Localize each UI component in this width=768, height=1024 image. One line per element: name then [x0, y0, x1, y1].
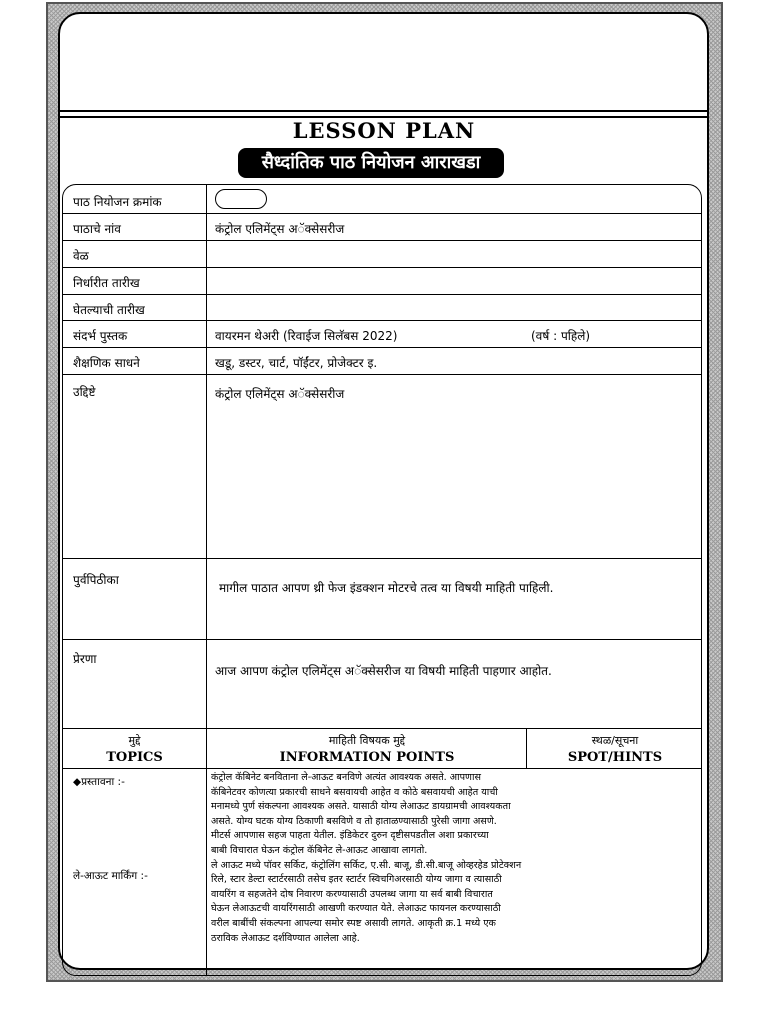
field-label: शैक्षणिक साधने: [73, 356, 140, 370]
field-row-taken-date: [63, 295, 701, 321]
topic-introduction: ◆प्रस्तावना :-: [73, 776, 125, 788]
field-value: कंट्रोल एलिमेंट्स अॅक्सेसरीज: [215, 387, 345, 401]
field-row-motivation: [63, 640, 701, 729]
field-extra: (वर्ष : पहिले): [531, 329, 591, 343]
information-text: कंट्रोल कॅबिनेट बनविताना ले-आऊट बनविणे अत्यंत आवश्यक असते. आपणास कॅबिनेटवर कोणत्या प्रकारची साधने बसवायची आहेत व कोठे बसवायची आहेत याची मनामध्ये पुर्ण संकल्पना आवश्यक असते. यासाठी योग्य लेआऊट डायग्रामची आवश्यकता असते. योग्य घटक योग्य ठिकाणी बसविणे व तो हाताळण्यासाठी पुरेसी जागा असणे. मीटर्स आपणास सहज पाहता येतील. इंडिकेटर दुरुन दृष्टीसपडतील अशा प्रकारच्या बाबी विचारात घेऊन कंट्रोल कॅबिनेट ले-आऊट आखावा लागतो. ले आऊट मध्ये पॉवर सर्किट, कंट्रोलिंग सर्किट, ए.सी. बाजू, डी.सी.बाजू ओव्हरहेड प्रोटेक्शन रिले, स्टार डेल्टा स्टार्टरसाठी तसेच इतर स्टार्टर स्विचगिअरसाठी योग्य जागा व त्यासाठी वायरिंग व सहजतेने दोष निवारण करण्यासाठी उपलब्ध जागा या सर्व बाबी विचारात घेऊन लेआऊटची वायरिंगसाठी आखणी करण्यात येते. लेआऊट फायनल करण्यासाठी वरील बाबींची संकल्पना आपल्या समोर स्पष्ट असावी लागते. आकृती क्र.1 मध्ये एक ठराविक लेआऊट दर्शविण्यात आलेला आहे.: [211, 772, 522, 944]
field-row-prior-knowledge: [63, 559, 701, 640]
header-information-points: माहिती विषयक मुद्दे INFORMATION POINTS: [279, 734, 455, 765]
table-col-divider-1: [206, 729, 207, 976]
field-row-scheduled-date: [63, 268, 701, 295]
table-col-divider-2: [526, 729, 527, 769]
field-label: प्रेरणा: [73, 652, 97, 666]
field-row-lesson-number: [63, 185, 701, 214]
field-label: घेतल्याची तारीख: [73, 303, 145, 317]
field-label: वेळ: [73, 249, 89, 263]
field-row-time: [63, 241, 701, 268]
lesson-plan-subtitle: सैध्दांतिक पाठ नियोजन आराखडा: [238, 148, 504, 178]
field-value: आज आपण कंट्रोल एलिमेंट्स अॅक्सेसरीज या विषयी माहिती पाहणार आहोत.: [215, 664, 552, 678]
lesson-plan-title: LESSON PLAN: [292, 118, 476, 143]
field-row-lesson-name: [63, 214, 701, 241]
field-row-teaching-aids: [63, 348, 701, 375]
lesson-plan-form: [62, 184, 702, 976]
field-value: वायरमन थेअरी (रिवाईज सिलॅबस 2022): [215, 329, 398, 343]
table-header-row: [63, 729, 701, 769]
field-label: पाठाचे नांव: [73, 222, 121, 236]
field-row-objective: [63, 375, 701, 559]
field-value: खडू, डस्टर, चार्ट, पॉईंटर, प्रोजेक्टर इ.: [215, 356, 378, 370]
header-topics: मुद्दे TOPICS: [106, 734, 163, 765]
field-value: कंट्रोल एलिमेंट्स अॅक्सेसरीज: [215, 222, 345, 236]
field-label: पाठ नियोजन क्रमांक: [73, 195, 162, 209]
topic-layout-marking: ले-आऊट मार्किंग :-: [73, 870, 148, 882]
field-label: निर्धारीत तारीख: [73, 276, 140, 290]
lesson-number-box[interactable]: [215, 189, 267, 209]
header-spot-hints: स्थळ/सूचना SPOT/HINTS: [567, 734, 663, 765]
field-label: उद्दिष्टे: [73, 385, 96, 399]
field-label: संदर्भ पुस्तक: [73, 329, 128, 343]
header-divider-top: [60, 110, 707, 112]
field-value: मागील पाठात आपण थ्री फेज इंडक्शन मोटरचे तत्व या विषयी माहिती पाहिली.: [219, 581, 554, 595]
field-label: पुर्वपिठीका: [73, 573, 119, 587]
field-row-reference-book: [63, 321, 701, 348]
